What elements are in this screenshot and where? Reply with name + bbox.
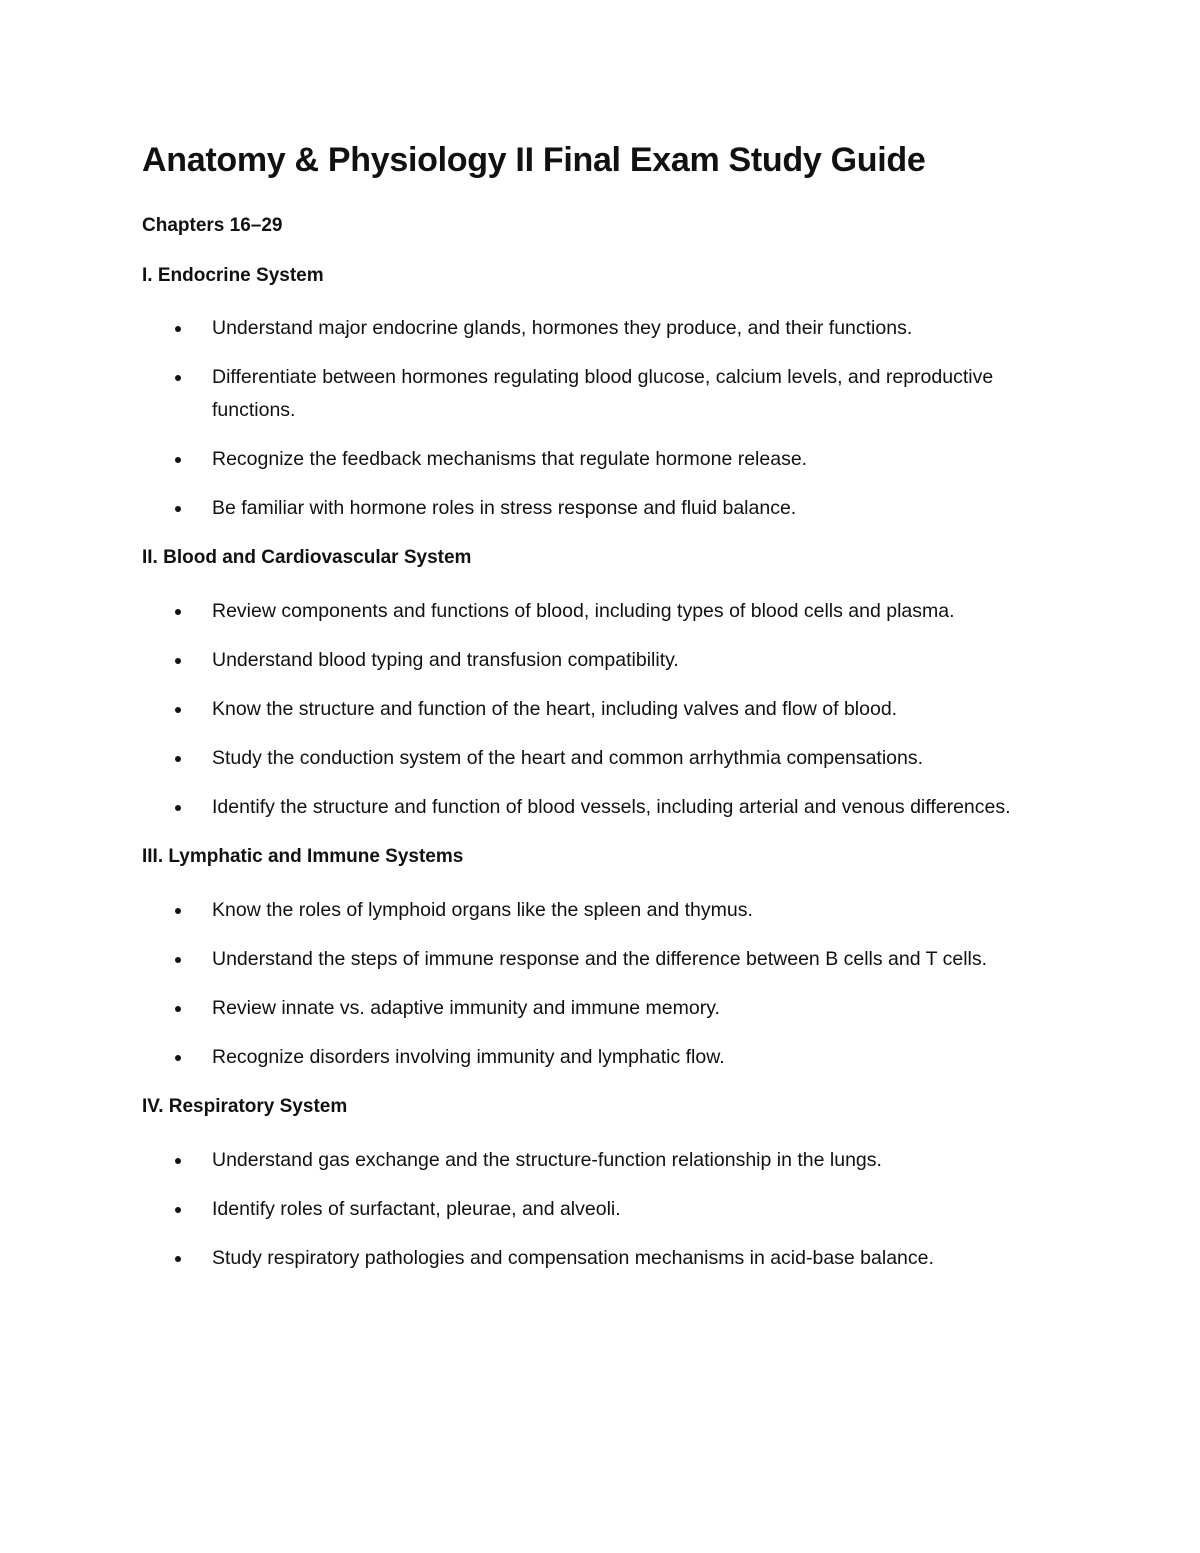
list-item-text: Understand gas exchange and the structure-function relationship in the lungs. xyxy=(212,1148,882,1171)
list-item xyxy=(142,742,1082,775)
list-item xyxy=(142,312,1082,345)
list-item-text: Understand the steps of immune response and the difference between B cells and T cells. xyxy=(212,947,988,970)
list-item xyxy=(142,361,1082,427)
list-item-text: Review innate vs. adaptive immunity and immune memory. xyxy=(212,996,720,1019)
bullet-icon xyxy=(175,756,181,762)
bullet-icon xyxy=(175,375,181,381)
chapters-subtitle: Chapters 16–29 xyxy=(142,214,283,236)
list-item xyxy=(142,1242,1082,1275)
list-item xyxy=(142,1193,1082,1226)
list-item-text: Recognize disorders involving immunity and lymphatic flow. xyxy=(212,1045,725,1068)
bullet-icon xyxy=(175,1006,181,1012)
list-item xyxy=(142,492,1082,525)
section-respiratory xyxy=(142,1096,1082,1275)
section-heading: II. Blood and Cardiovascular System xyxy=(142,547,472,569)
bullet-icon xyxy=(175,908,181,914)
bullet-icon xyxy=(175,506,181,512)
list-item xyxy=(142,693,1082,726)
document-page xyxy=(142,140,1082,1297)
list-item xyxy=(142,1041,1082,1074)
list-item-text: Differentiate between hormones regulating blood glucose, calcium levels, and reproductive functions. xyxy=(212,366,994,422)
list-item-text: Identify roles of surfactant, pleurae, and alveoli. xyxy=(212,1197,621,1220)
bullet-icon xyxy=(175,1256,181,1262)
list-item-text: Be familiar with hormone roles in stress response and fluid balance. xyxy=(212,497,797,520)
section-heading: I. Endocrine System xyxy=(142,264,324,286)
list-item-text: Understand major endocrine glands, hormones they produce, and their functions. xyxy=(212,317,913,340)
list-item-text: Review components and functions of blood, including types of blood cells and plasma. xyxy=(212,600,955,623)
bullet-icon xyxy=(175,1055,181,1061)
list-item xyxy=(142,894,1082,927)
bullet-list xyxy=(142,595,1082,824)
section-heading: III. Lymphatic and Immune Systems xyxy=(142,846,464,868)
list-item-text: Study respiratory pathologies and compensation mechanisms in acid-base balance. xyxy=(212,1246,934,1269)
bullet-icon xyxy=(175,957,181,963)
bullet-icon xyxy=(175,609,181,615)
list-item-text: Know the roles of lymphoid organs like the spleen and thymus. xyxy=(212,898,753,921)
list-item-text: Know the structure and function of the heart, including valves and flow of blood. xyxy=(212,698,898,721)
bullet-list xyxy=(142,1144,1082,1275)
list-item xyxy=(142,1144,1082,1177)
bullet-icon xyxy=(175,1158,181,1164)
section-blood-cardiovascular xyxy=(142,547,1082,824)
list-item-text: Identify the structure and function of blood vessels, including arterial and venous differences. xyxy=(212,796,1011,819)
bullet-icon xyxy=(175,658,181,664)
list-item xyxy=(142,644,1082,677)
bullet-icon xyxy=(175,805,181,811)
list-item xyxy=(142,943,1082,976)
section-heading: IV. Respiratory System xyxy=(142,1095,348,1117)
list-item-text: Understand blood typing and transfusion compatibility. xyxy=(212,649,679,672)
bullet-list xyxy=(142,894,1082,1074)
list-item xyxy=(142,443,1082,476)
list-item xyxy=(142,595,1082,628)
list-item-text: Study the conduction system of the heart and common arrhythmia compensations. xyxy=(212,747,924,770)
page-title: Anatomy & Physiology II Final Exam Study Guide xyxy=(142,141,926,179)
list-item xyxy=(142,791,1082,824)
bullet-icon xyxy=(175,707,181,713)
bullet-icon xyxy=(175,457,181,463)
list-item-text: Recognize the feedback mechanisms that regulate hormone release. xyxy=(212,448,808,471)
bullet-icon xyxy=(175,326,181,332)
bullet-list xyxy=(142,312,1082,525)
list-item xyxy=(142,992,1082,1025)
section-lymphatic-immune xyxy=(142,846,1082,1074)
bullet-icon xyxy=(175,1207,181,1213)
section-endocrine xyxy=(142,265,1082,526)
